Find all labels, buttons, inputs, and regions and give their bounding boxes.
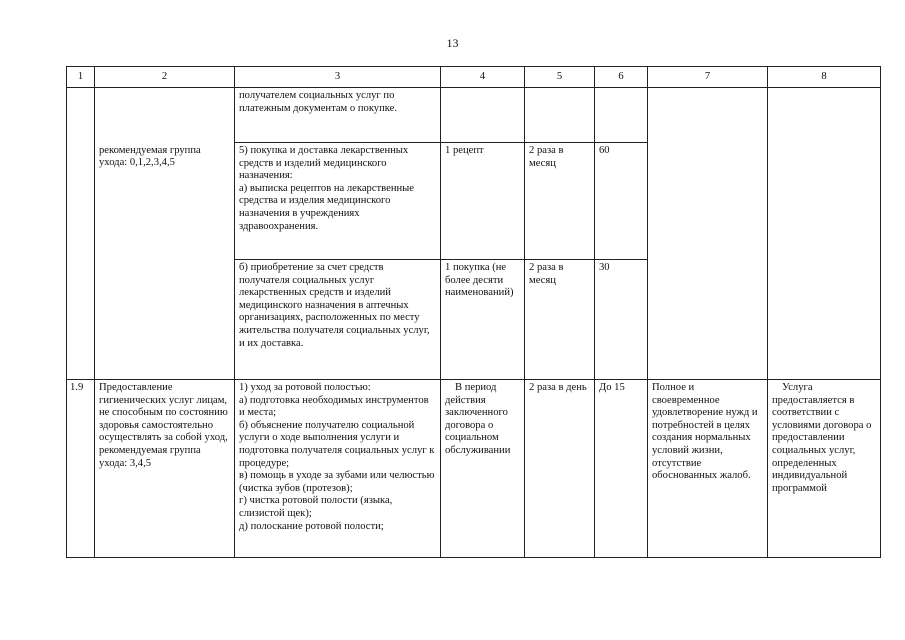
cell-group-empty [95, 88, 235, 143]
table-row [67, 88, 881, 143]
cell-time-5b: 30 [595, 260, 648, 380]
header-col-7: 7 [648, 67, 768, 88]
page-number: 13 [446, 36, 459, 50]
cell-care-group: рекомендуемая группа ухода: 0,1,2,3,4,5 [95, 143, 235, 380]
header-col-5: 5 [525, 67, 595, 88]
cell-freq-5a: 2 раза в месяц [525, 143, 595, 260]
cell-frequency: 2 раза в день [525, 380, 595, 558]
cell-service-desc: 1) уход за ротовой полостью: а) подготовка необходимых инструментов и места; б) объяснение получателю социальной услуги о ходе выполнения услуги и подготовка получателя социальных услуг к процедуре; в) помощь в уходе за зубами или челюстью (чистка зубов (протезов); г) чистка ротовой полости (языка, слизистой щек); д) полоскание ротовой полости; [235, 380, 441, 558]
header-col-1: 1 [67, 67, 95, 88]
cell-result-empty [648, 88, 768, 380]
cell-desc-5a: 5) покупка и доставка лекарственных средств и изделий медицинского назначения: а) выписка рецептов на лекарственные средства и изделия медицинского назначения в учреждениях здравоохранения. [235, 143, 441, 260]
header-col-4: 4 [441, 67, 525, 88]
cell-freq-5b: 2 раза в месяц [525, 260, 595, 380]
cell-result: Полное и своевременное удовлетворение нужд и потребностей в целях создания нормальных условий жизни, отсутствие обоснованных жалоб. [648, 380, 768, 558]
cell-row-number: 1.9 [67, 380, 95, 558]
cell-volume-5a: 1 рецепт [441, 143, 525, 260]
services-table [66, 66, 881, 558]
cell-service-name: Предоставление гигиенических услуг лицам, не способным по состоянию здоровья самостоятельно осуществлять за собой уход, рекомендуемая группа ухода: 3,4,5 [95, 380, 235, 558]
header-col-2: 2 [95, 67, 235, 88]
cell-time: До 15 [595, 380, 648, 558]
cell-volume-5b: 1 покупка (не более десяти наименований) [441, 260, 525, 380]
header-row [67, 67, 881, 88]
cell-conditions: Услуга предоставляется в соответствии с условиями договора о предоставлении социальных услуг, определенных индивидуальной программой [768, 380, 881, 558]
cell-volume: В период действия заключенного договора о социальном обслуживании [441, 380, 525, 558]
cell-empty [525, 88, 595, 143]
cell-conditions-empty [768, 88, 881, 380]
header-col-6: 6 [595, 67, 648, 88]
cell-desc-5b: б) приобретение за счет средств получателя социальных услуг лекарственных средств и изделий медицинского назначения в аптечных организациях, расположенных по месту жительства получателя социальных услуг, и их доставка. [235, 260, 441, 380]
header-col-8: 8 [768, 67, 881, 88]
cell-empty [595, 88, 648, 143]
cell-continuation-desc: получателем социальных услуг по платежным документам о покупке. [235, 88, 441, 143]
cell-empty [441, 88, 525, 143]
header-col-3: 3 [235, 67, 441, 88]
table-row [67, 380, 881, 558]
cell-time-5a: 60 [595, 143, 648, 260]
cell-num-empty [67, 88, 95, 380]
